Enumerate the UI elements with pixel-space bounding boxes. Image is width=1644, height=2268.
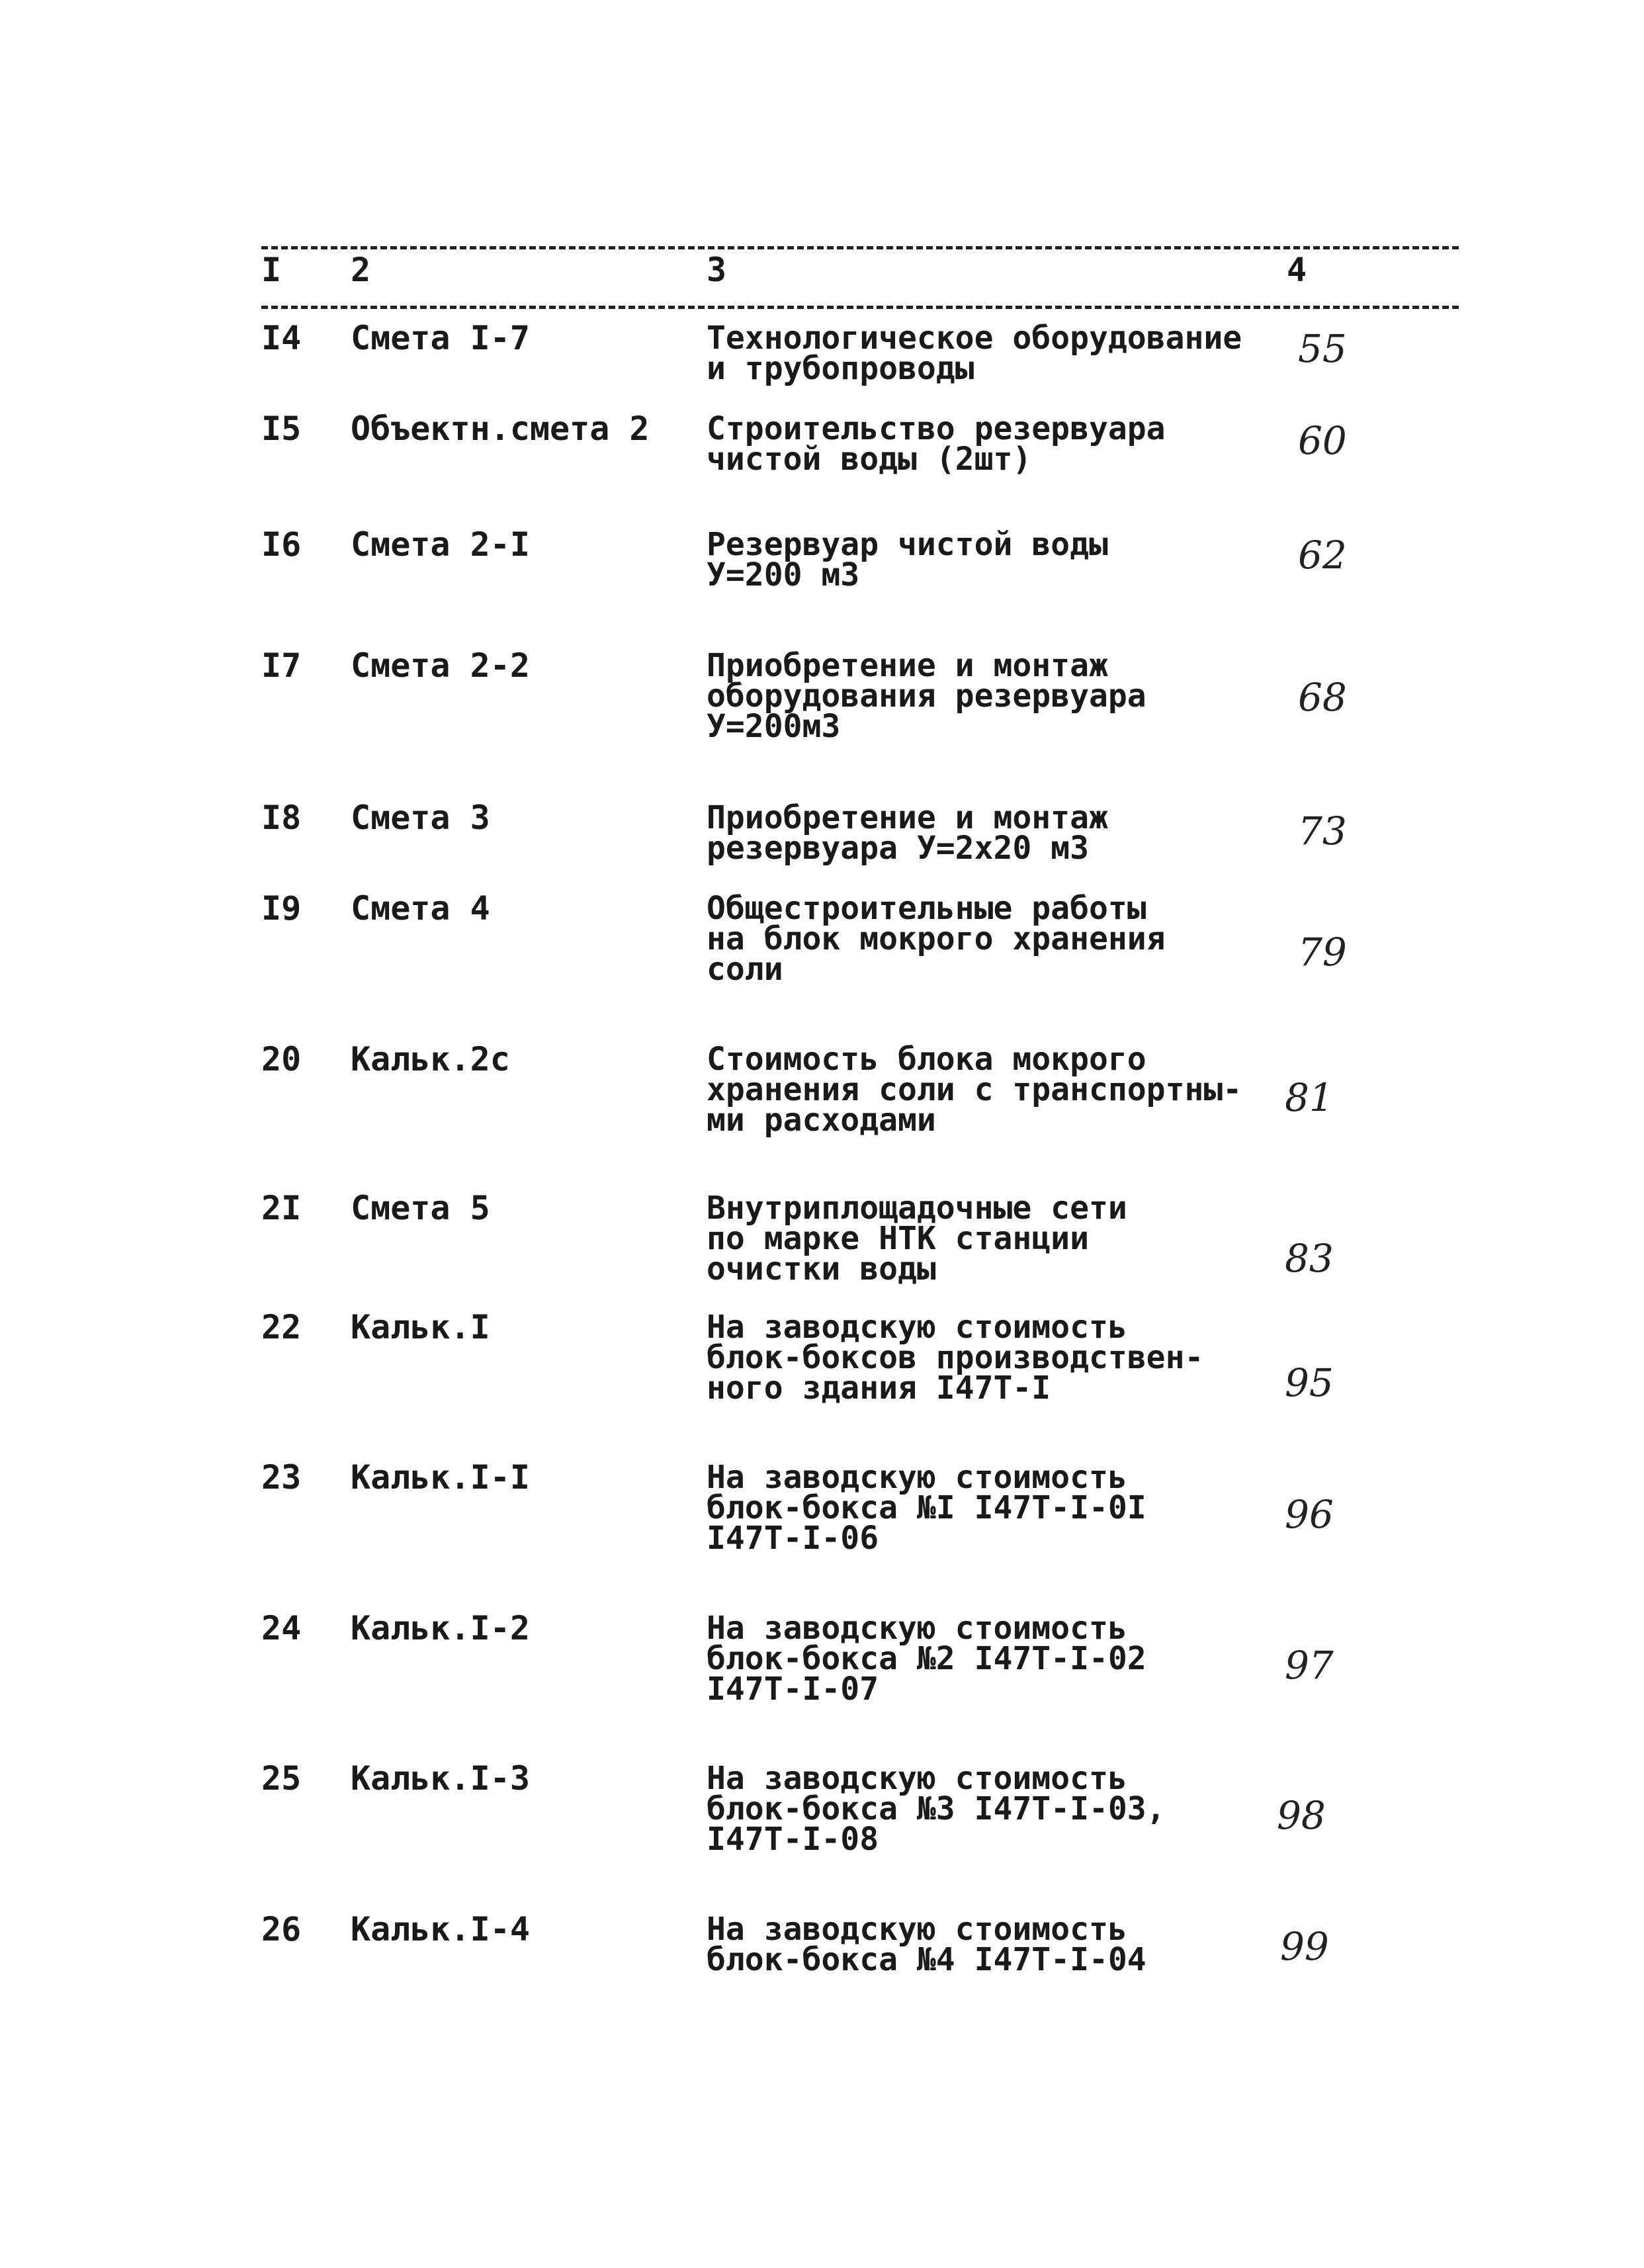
row-reference: Смета I-7 <box>351 319 530 357</box>
row-number: 26 <box>261 1910 302 1948</box>
row-reference: Кальк.I-2 <box>351 1609 530 1647</box>
row-page: 62 <box>1298 533 1347 578</box>
row-number: I5 <box>261 410 302 448</box>
header-col-4: 4 <box>1287 251 1307 289</box>
row-page: 97 <box>1285 1643 1334 1688</box>
row-reference: Кальк.I <box>351 1308 490 1346</box>
header-col-3: 3 <box>707 251 727 289</box>
header-rule <box>261 306 1459 309</box>
row-description: Общестроительные работы на блок мокрого хранения соли <box>707 890 1166 988</box>
row-page: 98 <box>1277 1793 1326 1838</box>
row-reference: Кальк.I-4 <box>351 1910 530 1948</box>
row-page: 60 <box>1298 418 1347 463</box>
row-description: Стоимость блока мокрого хранения соли с транспортны- ми расходами <box>707 1041 1242 1139</box>
table-header <box>0 251 1644 301</box>
row-number: I6 <box>261 525 302 564</box>
row-reference: Смета 2-I <box>351 525 530 564</box>
row-description: На заводскую стоимость блок-бокса №2 I47Т-I-02 I47Т-I-07 <box>707 1610 1146 1708</box>
row-reference: Объектн.смета 2 <box>351 410 650 448</box>
row-description: Внутриплощадочные сети по марке НТК станции очистки воды <box>707 1190 1127 1287</box>
top-rule <box>261 246 1459 249</box>
row-page: 95 <box>1285 1360 1334 1405</box>
row-reference: Смета 3 <box>351 799 490 837</box>
row-description: Технологическое оборудование и трубопроводы <box>707 320 1242 387</box>
row-page: 96 <box>1285 1492 1334 1537</box>
row-description: На заводскую стоимость блок-боксов производствен- ного здания I47Т-I <box>707 1309 1204 1407</box>
row-description: Приобретение и монтаж резервуара У=2х20 м3 <box>707 799 1108 867</box>
row-description: На заводскую стоимость блок-бокса №4 I47Т-I-04 <box>707 1911 1146 1978</box>
row-description: Приобретение и монтаж оборудования резервуара У=200м3 <box>707 647 1146 745</box>
row-number: 20 <box>261 1040 302 1078</box>
row-description: Резервуар чистой воды У=200 м3 <box>707 526 1108 593</box>
row-number: 22 <box>261 1308 302 1346</box>
row-number: I7 <box>261 646 302 685</box>
row-description: На заводскую стоимость блок-бокса №3 I47Т-I-03, I47Т-I-08 <box>707 1760 1166 1858</box>
row-number: 24 <box>261 1609 302 1647</box>
row-reference: Кальк.I-3 <box>351 1759 530 1798</box>
row-number: 23 <box>261 1458 302 1497</box>
header-col-1: I <box>261 251 282 289</box>
row-page: 81 <box>1285 1075 1334 1120</box>
row-number: 25 <box>261 1759 302 1798</box>
row-reference: Смета 4 <box>351 889 490 928</box>
row-page: 99 <box>1280 1924 1329 1969</box>
row-description: Строительство резервуара чистой воды (2шт) <box>707 410 1166 478</box>
row-reference: Кальк.2с <box>351 1040 510 1078</box>
row-reference: Смета 2-2 <box>351 646 530 685</box>
row-number: I8 <box>261 799 302 837</box>
row-number: I4 <box>261 319 302 357</box>
row-reference: Смета 5 <box>351 1189 490 1227</box>
row-number: I9 <box>261 889 302 928</box>
row-page: 79 <box>1298 930 1347 975</box>
row-reference: Кальк.I-I <box>351 1458 530 1497</box>
row-description: На заводскую стоимость блок-бокса №I I47Т-I-0I I47Т-I-06 <box>707 1459 1146 1557</box>
row-page: 55 <box>1298 326 1347 371</box>
row-page: 68 <box>1298 675 1347 720</box>
header-col-2: 2 <box>351 251 371 289</box>
row-page: 73 <box>1298 808 1347 853</box>
row-number: 2I <box>261 1189 302 1227</box>
row-page: 83 <box>1285 1236 1334 1281</box>
